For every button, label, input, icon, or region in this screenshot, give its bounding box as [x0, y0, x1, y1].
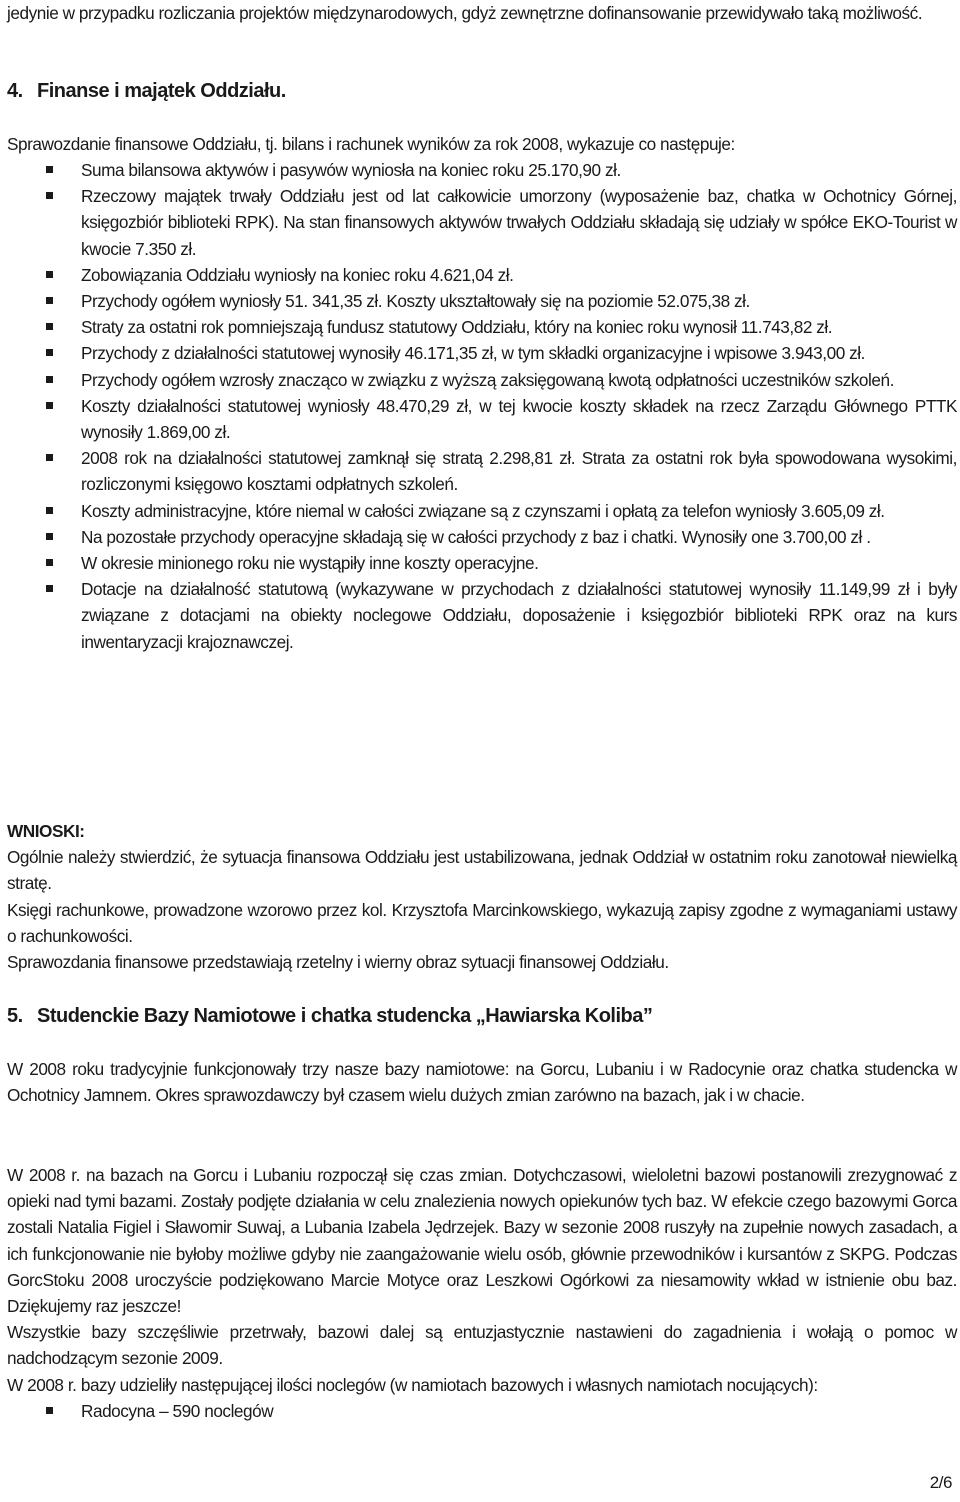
- finance-bullet-list: [7, 157, 957, 655]
- lodging-bullet: Radocyna – 590 noclegów: [7, 1398, 957, 1424]
- section-5-title: Studenckie Bazy Namiotowe i chatka studencka „Hawiarska Koliba”: [37, 1005, 653, 1027]
- page-number: 2/6: [929, 1473, 952, 1492]
- section-4-heading: [7, 77, 286, 105]
- finance-bullet: Zobowiązania Oddziału wyniosły na koniec roku 4.621,04 zł.: [7, 262, 957, 288]
- conclusion-paragraph: Sprawozdania finansowe przedstawiają rzetelny i wierny obraz sytuacji finansowej Oddziału.: [7, 952, 669, 973]
- finance-bullet: Rzeczowy majątek trwały Oddziału jest od lat całkowicie umorzony (wyposażenie baz, chatka w Ochotnicy Górnej, księgozbiór biblioteki RPK). Na stan finansowych aktywów trwałych Oddziału składają się udziały w spółce EKO-Tourist w kwocie 7.350 zł.: [7, 183, 957, 262]
- finance-bullet: Koszty działalności statutowej wyniosły 48.470,29 zł, w tej kwocie koszty składek na rzecz Zarządu Głównego PTTK wynosiły 1.869,00 zł.: [7, 393, 957, 445]
- conclusion-paragraph: Księgi rachunkowe, prowadzone wzorowo przez kol. Krzysztofa Marcinkowskiego, wykazują zapisy zgodne z wymaganiami ustawy o rachunkowości.: [7, 899, 957, 946]
- intro-continuation: jedynie w przypadku rozliczania projektów międzynarodowych, gdyż zewnętrzne dofinansowanie przewidywało taką możliwość.: [7, 3, 923, 23]
- finance-bullet: 2008 rok na działalności statutowej zamknął się stratą 2.298,81 zł. Strata za ostatni rok była spowodowana wysokimi, rozliczonymi księgowo kosztami odpłatnych szkoleń.: [7, 445, 957, 497]
- finance-bullet: W okresie minionego roku nie wystąpiły inne koszty operacyjne.: [7, 550, 957, 576]
- conclusions-label: WNIOSKI:: [7, 821, 85, 841]
- finance-bullet: Straty za ostatni rok pomniejszają fundusz statutowy Oddziału, który na koniec roku wynosił 11.743,82 zł.: [7, 314, 957, 340]
- finance-bullet: Dotacje na działalność statutową (wykazywane w przychodach z działalności statutowej wynosiły 11.149,99 zł i były związane z dotacjami na obiekty noclegowe Oddziału, doposażenie i księgozbiór biblioteki RPK oraz na kurs inwentaryzacji krajoznawczej.: [7, 576, 957, 655]
- section-4-title: Finanse i majątek Oddziału.: [37, 80, 286, 102]
- conclusions-block: [7, 818, 957, 975]
- bases-paragraph: Wszystkie bazy szczęśliwie przetrwały, bazowi dalej są entuzjastycznie nastawieni do zagadnienia i wołają o pomoc w nadchodzącym sezonie 2009.: [7, 1322, 957, 1369]
- bases-paragraph: W 2008 roku tradycyjnie funkcjonowały trzy nasze bazy namiotowe: na Gorcu, Lubaniu i w Radocynie oraz chatka studencka w Ochotnicy Jamnem. Okres sprawozdawczy był czasem wielu dużych zmian zarówno na bazach, jak i w chacie.: [7, 1059, 957, 1106]
- bases-changes-block: [7, 1162, 957, 1424]
- finance-bullet: Koszty administracyjne, które niemal w całości związane są z czynszami i opłatą za telefon wyniosły 3.605,09 zł.: [7, 498, 957, 524]
- finance-bullet: Przychody ogółem wyniosły 51. 341,35 zł. Koszty ukształtowały się na poziomie 52.075,38 zł.: [7, 288, 957, 314]
- section-5-number: 5.: [7, 1005, 23, 1027]
- bases-paragraph: W 2008 r. na bazach na Gorcu i Lubaniu rozpoczął się czas zmian. Dotychczasowi, wieloletni bazowi postanowili zrezygnować z opieki nad tymi bazami. Zostały podjęte działania w celu znalezienia nowych opiekunów tych baz. W efekcie czego bazowymi Gorca zostali Natalia Figiel i Sławomir Suwaj, a Lubania Izabela Jędrzejek. Bazy w sezonie 2008 ruszyły na zupełnie nowych zasadach, a ich funkcjonowanie nie byłoby możliwe gdyby nie zaangażowanie wielu osób, głównie przewodników i kursantów z SKPG. Podczas GorcStoku 2008 uroczyście podziękowano Marcie Motyce oraz Leszkowi Ogórkowi za niesamowity wkład w istnienie obu baz. Dziękujemy raz jeszcze!: [7, 1165, 957, 1317]
- finance-bullet: Suma bilansowa aktywów i pasywów wyniosła na koniec roku 25.170,90 zł.: [7, 157, 957, 183]
- finance-bullet: Na pozostałe przychody operacyjne składają się w całości przychody z baz i chatki. Wynosiły one 3.700,00 zł .: [7, 524, 957, 550]
- section-5-heading: [7, 1002, 652, 1030]
- bases-paragraph: W 2008 r. bazy udzieliły następującej ilości noclegów (w namiotach bazowych i własnych namiotach nocujących):: [7, 1374, 818, 1395]
- section-4-number: 4.: [7, 80, 23, 102]
- lodging-bullet-list: [7, 1398, 957, 1424]
- section-4-lead: Sprawozdanie finansowe Oddziału, tj. bilans i rachunek wyników za rok 2008, wykazuje co następuje:: [7, 134, 735, 154]
- conclusion-paragraph: Ogólnie należy stwierdzić, że sytuacja finansowa Oddziału jest ustabilizowana, jednak Oddział w ostatnim roku zanotował niewielką stratę.: [7, 847, 957, 894]
- finance-bullet: Przychody ogółem wzrosły znacząco w związku z wyższą zaksięgowaną kwotą odpłatności uczestników szkoleń.: [7, 367, 957, 393]
- finance-bullet: Przychody z działalności statutowej wynosiły 46.171,35 zł, w tym składki organizacyjne i wpisowe 3.943,00 zł.: [7, 340, 957, 366]
